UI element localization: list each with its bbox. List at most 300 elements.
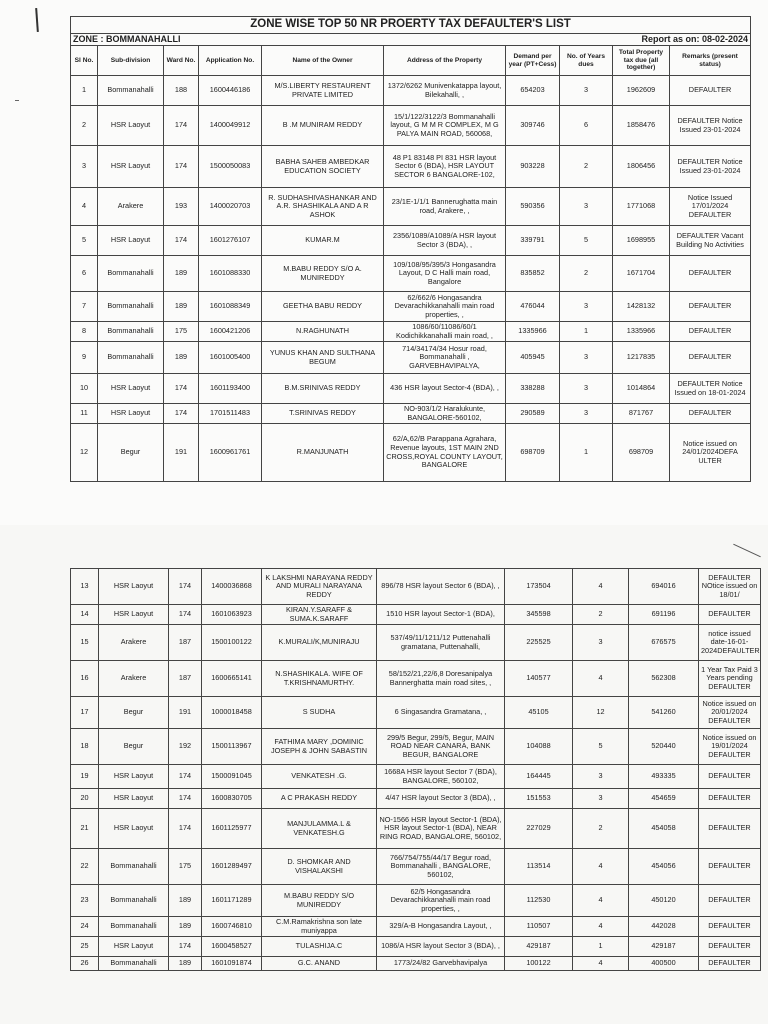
column-header: Name of the Owner — [262, 46, 384, 76]
table-cell: 174 — [169, 937, 202, 957]
table-cell: GEETHA BABU REDDY — [262, 292, 384, 322]
table-cell: 5 — [71, 226, 98, 256]
table-cell: 1014864 — [613, 374, 670, 404]
table-cell: 1600446186 — [199, 76, 262, 106]
table-cell: 21 — [71, 809, 99, 849]
table-cell: C.M.Ramakrishna son late muniyappa — [262, 917, 377, 937]
table-cell: 5 — [560, 226, 613, 256]
table-cell: 188 — [164, 76, 199, 106]
table-cell: 227029 — [505, 809, 573, 849]
table-cell: 4 — [573, 917, 629, 937]
table-cell: T.SRINIVAS REDDY — [262, 404, 384, 424]
table-cell: 290589 — [506, 404, 560, 424]
table-cell: 12 — [573, 697, 629, 729]
table-cell: DEFAULTER — [699, 957, 761, 971]
table-cell: 15/1/122/3122/3 Bommanahalli layout, G M M R COMPLEX, M G PALYA MAIN ROAD, 560068, — [384, 106, 506, 146]
table-cell: 1 — [71, 76, 98, 106]
table-cell: 766/754/755/44/17 Begur road, Bommanahalli , BANGALORE, 560102, — [377, 849, 505, 885]
table-cell: 654203 — [506, 76, 560, 106]
table-cell: 4 — [573, 885, 629, 917]
table-cell: M.BABU REDDY S/O MUNIREDDY — [262, 885, 377, 917]
table-cell: Begur — [99, 729, 169, 765]
table-cell: DEFAULTER — [699, 849, 761, 885]
table-cell: N.RAGHUNATH — [262, 322, 384, 342]
defaulter-table-page-one — [70, 16, 751, 482]
table-cell: Arakere — [99, 625, 169, 661]
table-cell: 175 — [169, 849, 202, 885]
table-cell: YUNUS KHAN AND SULTHANA BEGUM — [262, 342, 384, 374]
table-cell: 698709 — [506, 424, 560, 482]
table-cell: 175 — [164, 322, 199, 342]
table-cell: 22 — [71, 849, 99, 885]
table-row — [71, 661, 761, 697]
table-cell: HSR Laoyut — [98, 146, 164, 188]
table-row — [71, 226, 751, 256]
table-cell: 12 — [71, 424, 98, 482]
table-row — [71, 569, 761, 605]
table-cell: 4 — [573, 569, 629, 605]
table-row — [71, 957, 761, 971]
table-cell: NO-1566 HSR layout Sector-1 (BDA), HSR layout Sector-1 (BDA), NEAR RING ROAD, BANGALORE, 560102, — [377, 809, 505, 849]
table-row — [71, 106, 751, 146]
table-cell: S SUDHA — [262, 697, 377, 729]
table-cell: 3 — [560, 342, 613, 374]
table-row — [71, 374, 751, 404]
table-cell: 309746 — [506, 106, 560, 146]
table-cell: 192 — [169, 729, 202, 765]
table-cell: 1806456 — [613, 146, 670, 188]
table-cell: 835852 — [506, 256, 560, 292]
table-cell: 1372/6262 Munivenkatappa layout, Bilekahalli, , — [384, 76, 506, 106]
table-cell: 436 HSR layout Sector-4 (BDA), , — [384, 374, 506, 404]
table-cell: 104088 — [505, 729, 573, 765]
table-cell: 19 — [71, 765, 99, 789]
table-cell: Arakere — [98, 188, 164, 226]
table-cell: 189 — [164, 256, 199, 292]
table-cell: DEFAULTER — [699, 605, 761, 625]
table-cell: DEFAULTER — [670, 76, 751, 106]
table-cell: 4 — [573, 957, 629, 971]
pen-mark-small — [15, 100, 19, 101]
table-cell: DEFAULTER — [699, 917, 761, 937]
table-cell: 714/34174/34 Hosur road, Bommanahalli , GARVEBHAVIPALYA, — [384, 342, 506, 374]
table-row — [71, 885, 761, 917]
table-cell: DEFAULTER — [670, 292, 751, 322]
table-row — [71, 937, 761, 957]
table-cell: 329/A-B Hongasandra Layout, , — [377, 917, 505, 937]
table-cell: 1601005400 — [199, 342, 262, 374]
table-cell: Notice Issued 17/01/2024 DEFAULTER — [670, 188, 751, 226]
table-cell: 1601063923 — [202, 605, 262, 625]
table-cell: 1601276107 — [199, 226, 262, 256]
table-cell: M.BABU REDDY S/O A. MUNIREDDY — [262, 256, 384, 292]
table-cell: 18 — [71, 729, 99, 765]
document-title: ZONE WISE TOP 50 NR PROERTY TAX DEFAULTER'S LIST — [71, 17, 751, 34]
table-cell: 20 — [71, 789, 99, 809]
table-cell: DEFAULTER Vacant Building No Activities — [670, 226, 751, 256]
table-cell: 110507 — [505, 917, 573, 937]
table-cell: 694016 — [629, 569, 699, 605]
table-cell: 903228 — [506, 146, 560, 188]
table-cell: 9 — [71, 342, 98, 374]
table-cell: 174 — [164, 106, 199, 146]
table-cell: 1600421206 — [199, 322, 262, 342]
table-cell: D. SHOMKAR AND VISHALAKSHI — [262, 849, 377, 885]
table-cell: 1600830705 — [202, 789, 262, 809]
table-cell: VENKATESH .G. — [262, 765, 377, 789]
table-cell: 174 — [164, 404, 199, 424]
table-cell: NO-903/1/2 Haralukunte, BANGALORE-560102, — [384, 404, 506, 424]
table-cell: 174 — [164, 146, 199, 188]
table-cell: Begur — [99, 697, 169, 729]
column-header: Sl No. — [71, 46, 98, 76]
table-cell: 140577 — [505, 661, 573, 697]
table-cell: HSR Laoyut — [99, 789, 169, 809]
table-cell: 537/49/11/1211/12 Puttenahalli gramatana, Puttenahalli, — [377, 625, 505, 661]
table-cell: Arakere — [99, 661, 169, 697]
table-cell: 2 — [560, 256, 613, 292]
table-cell: 3 — [573, 765, 629, 789]
table-cell: Notice issued on 24/01/2024DEFA ULTER — [670, 424, 751, 482]
table-cell: 1600961761 — [199, 424, 262, 482]
table-cell: 173504 — [505, 569, 573, 605]
table-cell: DEFAULTER — [670, 404, 751, 424]
table-cell: 3 — [560, 404, 613, 424]
column-header: Ward No. — [164, 46, 199, 76]
table-cell: 10 — [71, 374, 98, 404]
table-cell: 6 — [560, 106, 613, 146]
table-cell: DEFAULTER — [699, 765, 761, 789]
table-cell: 1671704 — [613, 256, 670, 292]
table-cell: 174 — [169, 569, 202, 605]
table-cell: 58/152/21,22/6,8 Doresanipalya Bannerghatta main road sites, , — [377, 661, 505, 697]
table-cell: 100122 — [505, 957, 573, 971]
table-row — [71, 917, 761, 937]
table-cell: 691196 — [629, 605, 699, 625]
table-cell: Bommanahalli — [98, 76, 164, 106]
table-cell: G.C. ANAND — [262, 957, 377, 971]
column-header: Demand per year (PT+Cess) — [506, 46, 560, 76]
table-cell: Bommanahalli — [99, 957, 169, 971]
table-cell: 1601171289 — [202, 885, 262, 917]
table-cell: 1500100122 — [202, 625, 262, 661]
table-cell: 450120 — [629, 885, 699, 917]
table-cell: A C PRAKASH REDDY — [262, 789, 377, 809]
table-cell: 405945 — [506, 342, 560, 374]
table-row — [71, 849, 761, 885]
table-cell: 26 — [71, 957, 99, 971]
column-header: Total Property tax due (all together) — [613, 46, 670, 76]
table-cell: 299/5 Begur, 299/5, Begur, MAIN ROAD NEAR CANARA, BANK BEGUR, BANGALORE — [377, 729, 505, 765]
table-cell: 442028 — [629, 917, 699, 937]
table-cell: DEFAULTER — [670, 342, 751, 374]
table-cell: 3 — [573, 625, 629, 661]
table-cell: 1668A HSR layout Sector 7 (BDA), BANGALORE, 560102, — [377, 765, 505, 789]
table-cell: 1428132 — [613, 292, 670, 322]
table-cell: Notice issued on 20/01/2024 DEFAULTER — [699, 697, 761, 729]
table-cell: 3 — [71, 146, 98, 188]
table-cell: KIRAN.Y.SARAFF & SUMA.K.SARAFF — [262, 605, 377, 625]
table-cell: 1698955 — [613, 226, 670, 256]
table-cell: 23 — [71, 885, 99, 917]
table-cell: K LAKSHMI NARAYANA REDDY AND MURALI NARAYANA REDDY — [262, 569, 377, 605]
table-cell: 454058 — [629, 809, 699, 849]
table-cell: 454056 — [629, 849, 699, 885]
table-row — [71, 146, 751, 188]
table-cell: Bommanahalli — [98, 342, 164, 374]
table-body-page-one — [71, 76, 751, 482]
table-cell: 1771068 — [613, 188, 670, 226]
table-cell: 3 — [560, 188, 613, 226]
table-cell: 4 — [573, 661, 629, 697]
column-header: No. of Years dues — [560, 46, 613, 76]
table-cell: 1400020703 — [199, 188, 262, 226]
table-cell: 698709 — [613, 424, 670, 482]
table-cell: 345598 — [505, 605, 573, 625]
table-cell: 189 — [164, 342, 199, 374]
table-cell: 174 — [164, 226, 199, 256]
table-cell: MANJULAMMA.L & VENKATESH.G — [262, 809, 377, 849]
table-cell: 174 — [164, 374, 199, 404]
table-cell: 23/1E-1/1/1 Bannerughatta main road, Arakere, , — [384, 188, 506, 226]
table-cell: DEFAULTER — [670, 256, 751, 292]
table-cell: 1601088330 — [199, 256, 262, 292]
table-cell: DEFAULTER Notice Issued 23-01-2024 — [670, 146, 751, 188]
table-cell: Bommanahalli — [99, 917, 169, 937]
table-cell: 1335966 — [506, 322, 560, 342]
table-cell: 164445 — [505, 765, 573, 789]
table-cell: B .M MUNIRAM REDDY — [262, 106, 384, 146]
table-cell: 191 — [169, 697, 202, 729]
table-cell: HSR Laoyut — [99, 569, 169, 605]
table-cell: HSR Laoyut — [99, 765, 169, 789]
table-cell: 13 — [71, 569, 99, 605]
table-cell: 62/662/6 Hongasandra Devarachikkanahalli main road properties, , — [384, 292, 506, 322]
table-cell: 189 — [169, 957, 202, 971]
table-cell: DEFAULTER Notice Issued on 18-01-2024 — [670, 374, 751, 404]
table-cell: Bommanahalli — [99, 849, 169, 885]
table-cell: 189 — [169, 885, 202, 917]
table-cell: 1500091045 — [202, 765, 262, 789]
table-row — [71, 322, 751, 342]
table-cell: 676575 — [629, 625, 699, 661]
table-cell: 189 — [164, 292, 199, 322]
table-cell: 1 Year Tax Paid 3 Years pending DEFAULTER — [699, 661, 761, 697]
table-cell: N.SHASHIKALA. WIFE OF T.KRISHNAMURTHY. — [262, 661, 377, 697]
column-header: Application No. — [199, 46, 262, 76]
table-cell: DEFAULTER NOtice issued on 18/01/ — [699, 569, 761, 605]
table-row — [71, 789, 761, 809]
table-cell: 493335 — [629, 765, 699, 789]
table-row — [71, 404, 751, 424]
table-cell: K.MURALI/K,MUNIRAJU — [262, 625, 377, 661]
table-cell: M/S.LIBERTY RESTAURENT PRIVATE LIMITED — [262, 76, 384, 106]
table-row — [71, 76, 751, 106]
table-cell: DEFAULTER — [699, 789, 761, 809]
table-cell: 45105 — [505, 697, 573, 729]
table-cell: 187 — [169, 661, 202, 697]
table-cell: B.M.SRINIVAS REDDY — [262, 374, 384, 404]
table-cell: 1500113967 — [202, 729, 262, 765]
table-cell: 2 — [573, 809, 629, 849]
table-cell: notice issued date-16-01-2024DEFAULTER — [699, 625, 761, 661]
table-cell: 1 — [573, 937, 629, 957]
table-cell: HSR Laoyut — [98, 106, 164, 146]
table-cell: 16 — [71, 661, 99, 697]
table-cell: 1500050083 — [199, 146, 262, 188]
table-cell: 6 Singasandra Gramatana, , — [377, 697, 505, 729]
table-cell: 871767 — [613, 404, 670, 424]
table-cell: 11 — [71, 404, 98, 424]
table-cell: 24 — [71, 917, 99, 937]
table-cell: 2 — [71, 106, 98, 146]
table-cell: 191 — [164, 424, 199, 482]
table-row — [71, 342, 751, 374]
table-cell: 1601193400 — [199, 374, 262, 404]
table-cell: DEFAULTER — [699, 885, 761, 917]
table-cell: 1773/24/82 Garvebhavipalya — [377, 957, 505, 971]
table-cell: 189 — [169, 917, 202, 937]
table-cell: 48 P1 83148 PI 831 HSR layout Sector 6 (BDA), HSR LAYOUT SECTOR 6 BANGALORE-102, — [384, 146, 506, 188]
table-cell: 1400049912 — [199, 106, 262, 146]
table-cell: 1858476 — [613, 106, 670, 146]
table-cell: FATHIMA MARY ,DOMINIC JOSEPH & JOHN SABASTIN — [262, 729, 377, 765]
table-cell: 225525 — [505, 625, 573, 661]
table-cell: HSR Laoyut — [99, 809, 169, 849]
table-cell: 429187 — [505, 937, 573, 957]
table-cell: 174 — [169, 789, 202, 809]
table-row — [71, 188, 751, 226]
table-cell: Begur — [98, 424, 164, 482]
table-cell: 6 — [71, 256, 98, 292]
table-cell: 1600665141 — [202, 661, 262, 697]
table-cell: 109/108/95/395/3 Hongasandra Layout, D C Halli main road, Bangalore — [384, 256, 506, 292]
table-cell: 1400036868 — [202, 569, 262, 605]
table-cell: 187 — [169, 625, 202, 661]
table-cell: 1335966 — [613, 322, 670, 342]
table-row — [71, 765, 761, 789]
table-cell: 15 — [71, 625, 99, 661]
table-cell: 193 — [164, 188, 199, 226]
table-cell: 1000018458 — [202, 697, 262, 729]
column-header: Sub-division — [98, 46, 164, 76]
table-cell: 1086/A HSR layout Sector 3 (BDA), , — [377, 937, 505, 957]
table-cell: 151553 — [505, 789, 573, 809]
table-cell: 1086/60/11086/60/1 Kodichikkanahalli main road, , — [384, 322, 506, 342]
table-cell: 17 — [71, 697, 99, 729]
table-cell: 1 — [560, 424, 613, 482]
table-cell: 174 — [169, 605, 202, 625]
table-cell: Bommanahalli — [99, 885, 169, 917]
table-cell: 7 — [71, 292, 98, 322]
table-body-page-two — [71, 569, 761, 971]
table-cell: KUMAR.M — [262, 226, 384, 256]
table-cell: TULASHIJA.C — [262, 937, 377, 957]
table-cell: 4/47 HSR layout Sector 3 (BDA), , — [377, 789, 505, 809]
table-cell: 1601125977 — [202, 809, 262, 849]
table-cell: Bommanahalli — [98, 322, 164, 342]
table-cell: Bommanahalli — [98, 292, 164, 322]
table-cell: R. SUDHASHIVASHANKAR AND A.R. SHASHIKALA AND A R ASHOK — [262, 188, 384, 226]
table-row — [71, 697, 761, 729]
report-date: Report as on: 08-02-2024 — [384, 34, 751, 46]
table-cell: 1701511483 — [199, 404, 262, 424]
table-cell: 1600458527 — [202, 937, 262, 957]
table-row — [71, 729, 761, 765]
table-cell: 339791 — [506, 226, 560, 256]
table-cell: DEFAULTER — [670, 322, 751, 342]
table-cell: 1510 HSR layout Sector-1 (BDA), — [377, 605, 505, 625]
table-row — [71, 809, 761, 849]
table-row — [71, 424, 751, 482]
table-cell: DEFAULTER — [699, 809, 761, 849]
table-cell: 541260 — [629, 697, 699, 729]
table-cell: 1601289497 — [202, 849, 262, 885]
table-cell: DEFAULTER — [699, 937, 761, 957]
table-cell: 3 — [560, 292, 613, 322]
table-cell: Bommanahalli — [98, 256, 164, 292]
table-cell: 14 — [71, 605, 99, 625]
table-cell: HSR Laoyut — [98, 226, 164, 256]
table-cell: 896/78 HSR layout Sector 6 (BDA), , — [377, 569, 505, 605]
table-cell: 2 — [573, 605, 629, 625]
table-cell: BABHA SAHEB AMBEDKAR EDUCATION SOCIETY — [262, 146, 384, 188]
column-header: Address of the Property — [384, 46, 506, 76]
table-cell: 4 — [573, 849, 629, 885]
table-cell: Notice issued on 19/01/2024 DEFAULTER — [699, 729, 761, 765]
table-row — [71, 292, 751, 322]
table-cell: 590356 — [506, 188, 560, 226]
defaulter-table-page-two — [70, 568, 761, 971]
table-cell: R.MANJUNATH — [262, 424, 384, 482]
table-cell: 62/A,62/B Parappana Agrahara, Revenue layouts, 1ST MAIN 2ND CROSS,ROYAL COUNTY LAYOUT, BANGALORE — [384, 424, 506, 482]
table-cell: 562308 — [629, 661, 699, 697]
table-cell: 2356/1089/A1089/A HSR layout Sector 3 (BDA), , — [384, 226, 506, 256]
column-header: Remarks (present status) — [670, 46, 751, 76]
table-row — [71, 605, 761, 625]
table-cell: 1962609 — [613, 76, 670, 106]
table-cell: 3 — [560, 76, 613, 106]
table-cell: 3 — [560, 374, 613, 404]
table-cell: 476044 — [506, 292, 560, 322]
table-row — [71, 256, 751, 292]
table-row — [71, 625, 761, 661]
table-cell: 1 — [560, 322, 613, 342]
table-cell: 400500 — [629, 957, 699, 971]
zone-label: ZONE : BOMMANAHALLI — [71, 34, 384, 46]
table-cell: 8 — [71, 322, 98, 342]
table-cell: 1601088349 — [199, 292, 262, 322]
table-cell: 1217835 — [613, 342, 670, 374]
table-header-row — [71, 46, 751, 76]
table-cell: 338288 — [506, 374, 560, 404]
table-cell: 520440 — [629, 729, 699, 765]
table-cell: HSR Laoyut — [99, 937, 169, 957]
table-cell: 1601091874 — [202, 957, 262, 971]
table-cell: 112530 — [505, 885, 573, 917]
table-cell: HSR Laoyut — [98, 404, 164, 424]
table-cell: 1600746810 — [202, 917, 262, 937]
table-cell: 113514 — [505, 849, 573, 885]
table-cell: 4 — [71, 188, 98, 226]
table-cell: 454659 — [629, 789, 699, 809]
table-cell: 5 — [573, 729, 629, 765]
table-cell: HSR Laoyut — [98, 374, 164, 404]
table-cell: 174 — [169, 765, 202, 789]
table-cell: 429187 — [629, 937, 699, 957]
table-cell: HSR Laoyut — [99, 605, 169, 625]
table-cell: 3 — [573, 789, 629, 809]
